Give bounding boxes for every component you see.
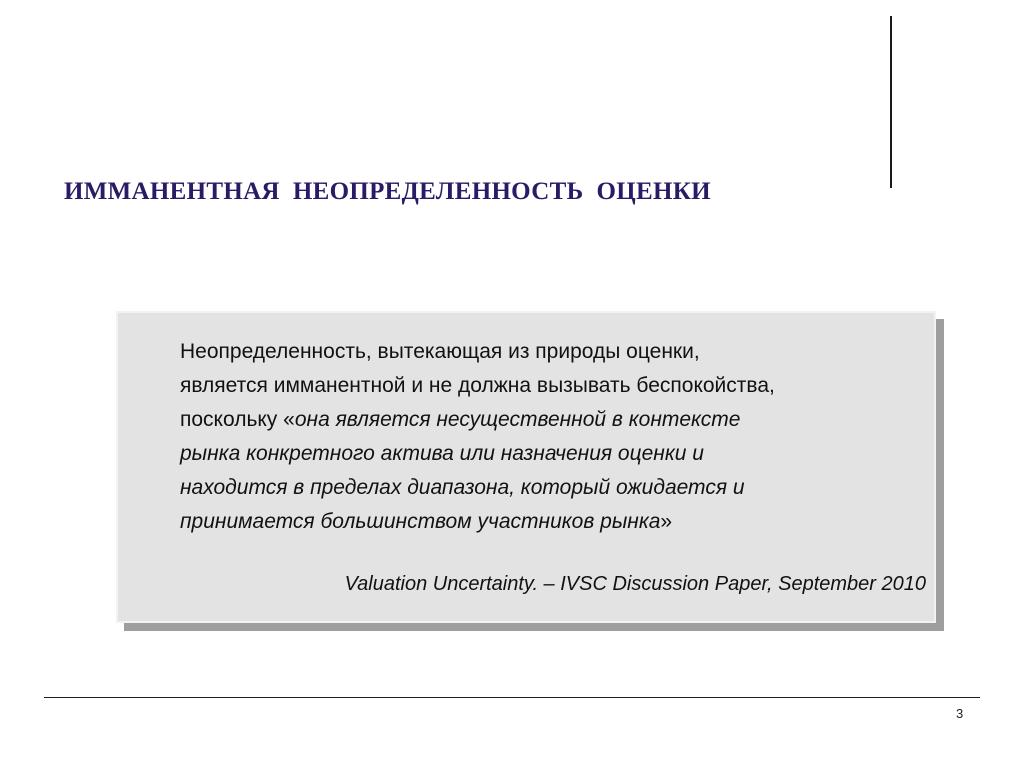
quote-source: Valuation Uncertainty. – IVSC Discussion Paper, September 2010 [344,573,926,595]
quote-line-3-italic: она является несущественной в контексте [294,408,741,431]
quote-line-6-normal: » [660,510,673,533]
page-number: 3 [956,706,964,721]
quote-line-3-normal: поскольку « [180,408,295,431]
quote-line-3 [180,403,920,437]
quote-line-4: рынка конкретного актива или назначения оценки и [180,442,704,465]
quote-box [116,311,936,623]
vertical-divider [890,16,892,188]
quote-line-1: Неопределенность, вытекающая из природы оценки, [180,340,700,363]
quote-line-6-italic: принимается большинством участников рынка [180,510,661,533]
quote-line-2: является имманентной и не должна вызывать беспокойства, [180,374,775,397]
quote-text [180,335,920,539]
footer-divider [44,697,980,698]
quote-line-5: находится в пределах диапазона, который ожидается и [180,476,745,499]
slide-title: ИММАНЕНТНАЯ НЕОПРЕДЕЛЕННОСТЬ ОЦЕНКИ [64,178,711,205]
quote-line-6 [180,505,920,539]
